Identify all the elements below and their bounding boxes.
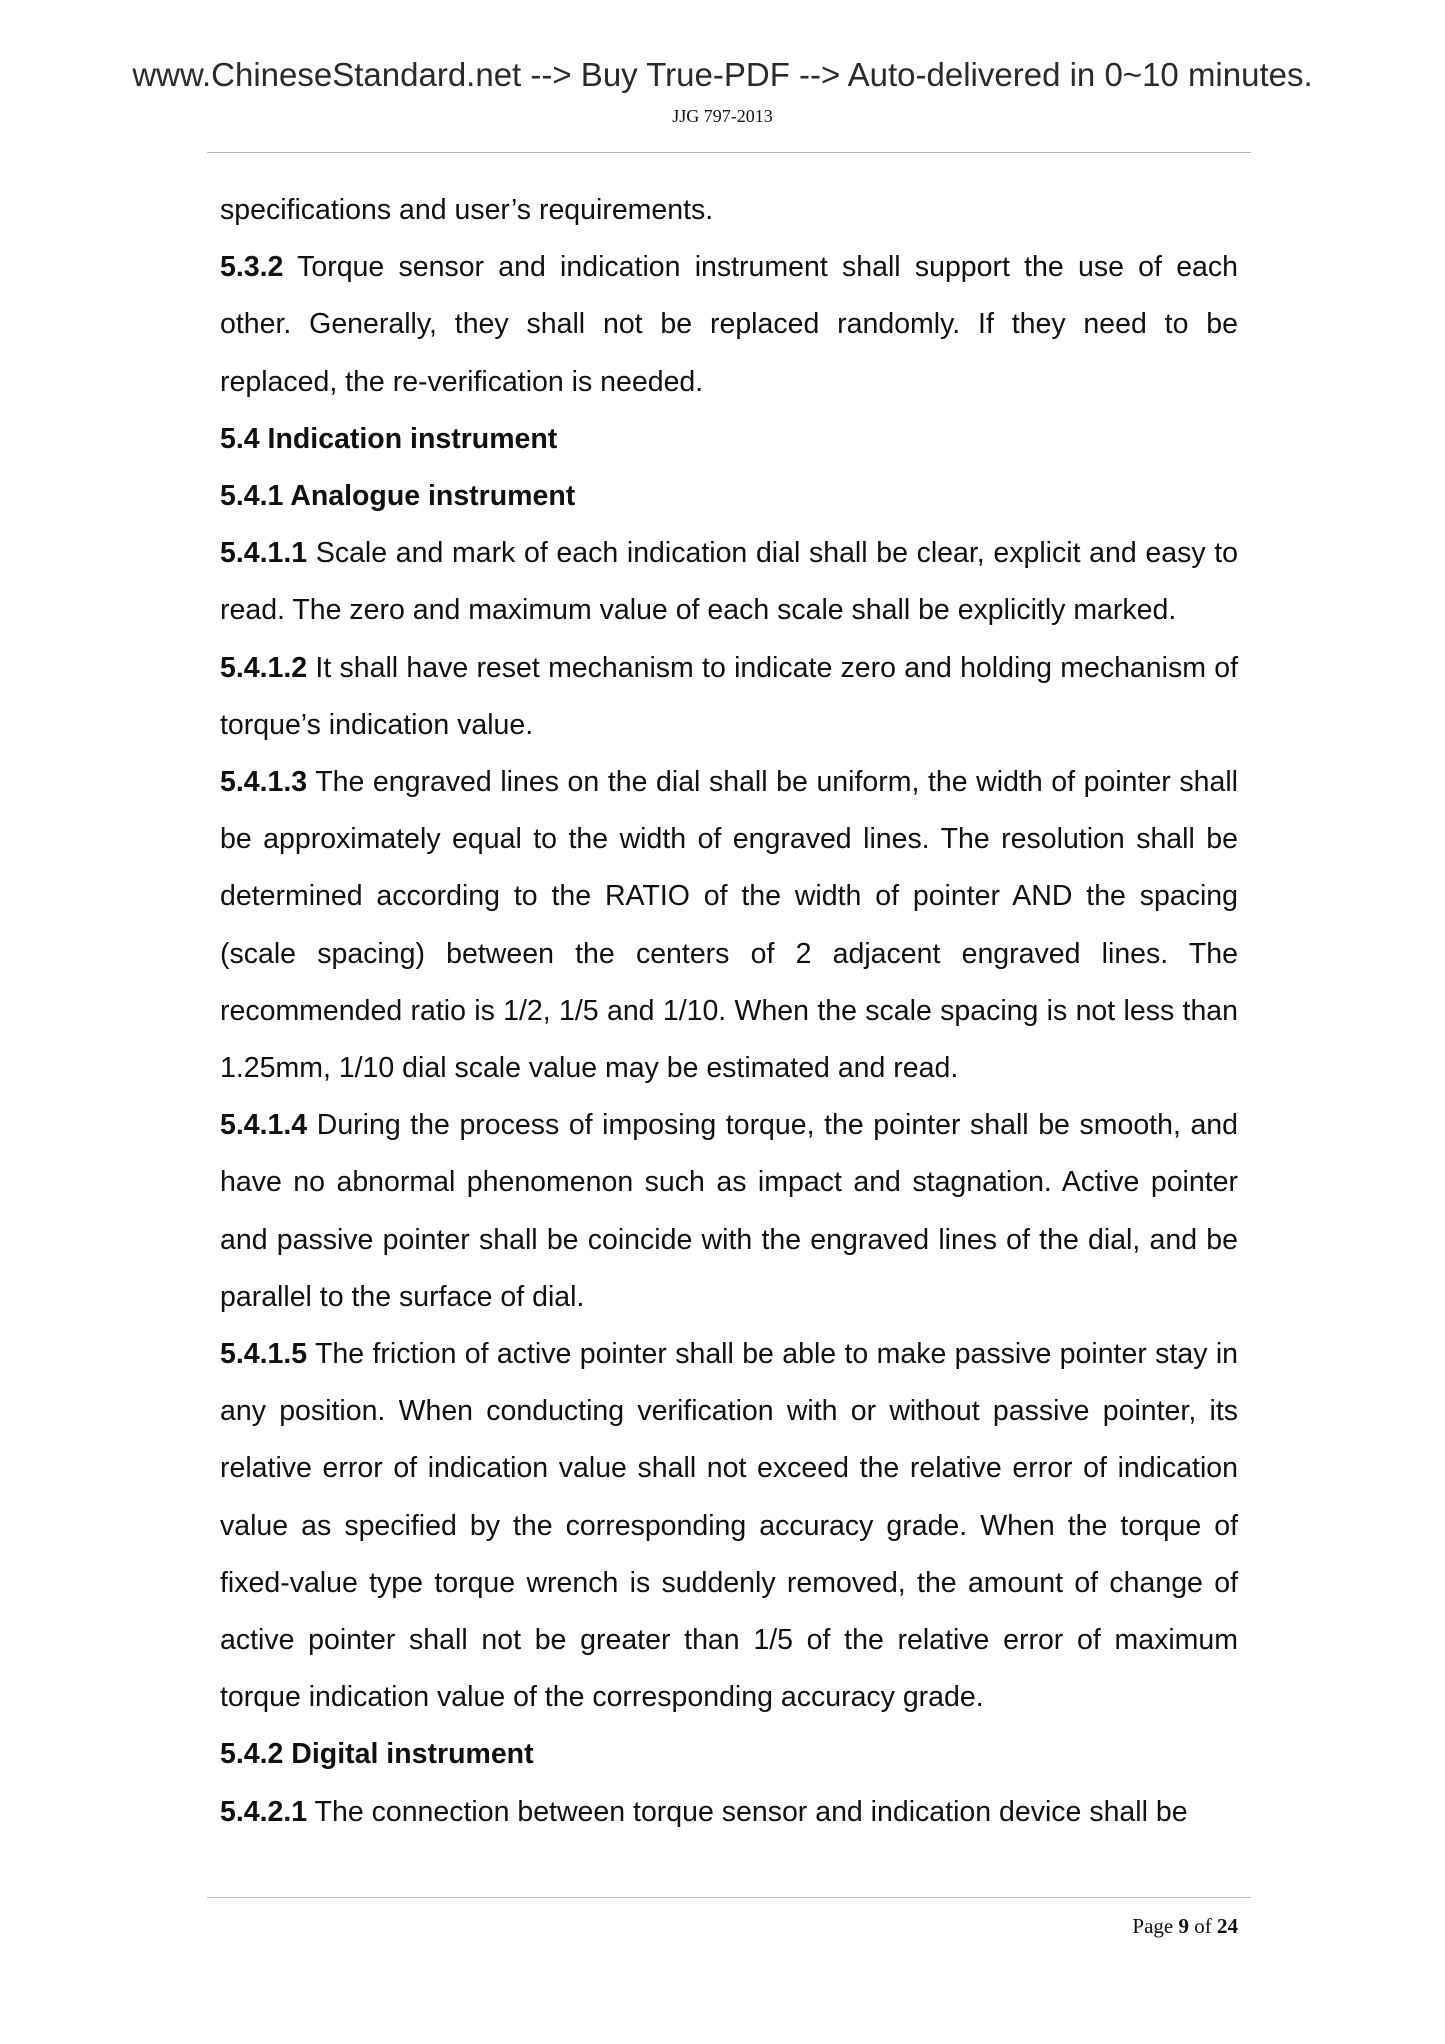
- clause-number: 5.4.1.1: [220, 537, 308, 570]
- clause-5-4-1-1: [220, 525, 1238, 639]
- header-divider: [207, 152, 1251, 153]
- section-heading-5-4: 5.4 Indication instrument: [220, 422, 558, 455]
- clause-number: 5.4.1.4: [220, 1109, 308, 1142]
- clause-text: During the process of imposing torque, the pointer shall be smooth, and have no abnormal phenomenon such as impact and stagnation. Active pointer and passive pointer shall be coincide with the engraved lines of the dial, and be parallel to the surface of dial.: [220, 1109, 1238, 1313]
- clause-5-4-1-3: [220, 754, 1238, 1097]
- clause-number: 5.4.1.5: [220, 1338, 308, 1371]
- page-current: 9: [1178, 1914, 1189, 1938]
- clause-text: Scale and mark of each indication dial shall be clear, explicit and easy to read. The zero and maximum value of each scale shall be explicitly marked.: [220, 537, 1238, 627]
- paragraph-text: specifications and user’s requirements.: [220, 194, 714, 226]
- page-of: of: [1194, 1914, 1212, 1938]
- clause-5-4-1-4: [220, 1097, 1238, 1326]
- clause-text: Torque sensor and indication instrument shall support the use of each other. Generally, they shall not be replaced randomly. If they need to be replaced, the re-verification is needed.: [220, 251, 1238, 398]
- clause-5-4-2-1: [220, 1784, 1238, 1841]
- clause-number: 5.4.1.3: [220, 766, 308, 799]
- page-body: [220, 182, 1238, 1841]
- clause-number: 5.4.1.2: [220, 651, 308, 684]
- clause-5-3-2: [220, 239, 1238, 411]
- clause-number: 5.3.2: [220, 251, 284, 284]
- clause-5-4-1-2: [220, 640, 1238, 754]
- page-label: Page: [1132, 1914, 1174, 1938]
- footer-divider: [207, 1897, 1251, 1898]
- clause-text: It shall have reset mechanism to indicate zero and holding mechanism of torque’s indication value.: [220, 651, 1238, 741]
- source-banner: www.ChineseStandard.net --> Buy True-PDF --> Auto-delivered in 0~10 minutes.: [132, 56, 1313, 93]
- page-number: [1132, 1914, 1238, 1939]
- section-heading-5-4-2: 5.4.2 Digital instrument: [220, 1738, 534, 1771]
- page-total: 24: [1217, 1914, 1238, 1938]
- clause-text: The connection between torque sensor and indication device shall be: [307, 1795, 1188, 1828]
- clause-text: The engraved lines on the dial shall be uniform, the width of pointer shall be approximately equal to the width of engraved lines. The resolution shall be determined according to the RATIO of the width of pointer AND the spacing (scale spacing) between the centers of 2 adjacent engraved lines. The recommended ratio is 1/2, 1/5 and 1/10. When the scale spacing is not less than 1.25mm, 1/10 dial scale value may be estimated and read.: [220, 766, 1238, 1085]
- document-code: JJG 797-2013: [672, 106, 773, 126]
- clause-number: 5.4.2.1: [220, 1795, 308, 1828]
- clause-5-4-1-5: [220, 1326, 1238, 1726]
- paragraph-continuation: [220, 182, 1238, 239]
- section-heading-5-4-1: 5.4.1 Analogue instrument: [220, 480, 576, 513]
- clause-text: The friction of active pointer shall be able to make passive pointer stay in any position. When conducting verification with or without passive pointer, its relative error of indication value shall not exceed the relative error of indication value as specified by the corresponding accuracy grade. When the torque of fixed-value type torque wrench is suddenly removed, the amount of change of active pointer shall not be greater than 1/5 of the relative error of maximum torque indication value of the corresponding accuracy grade.: [220, 1338, 1238, 1714]
